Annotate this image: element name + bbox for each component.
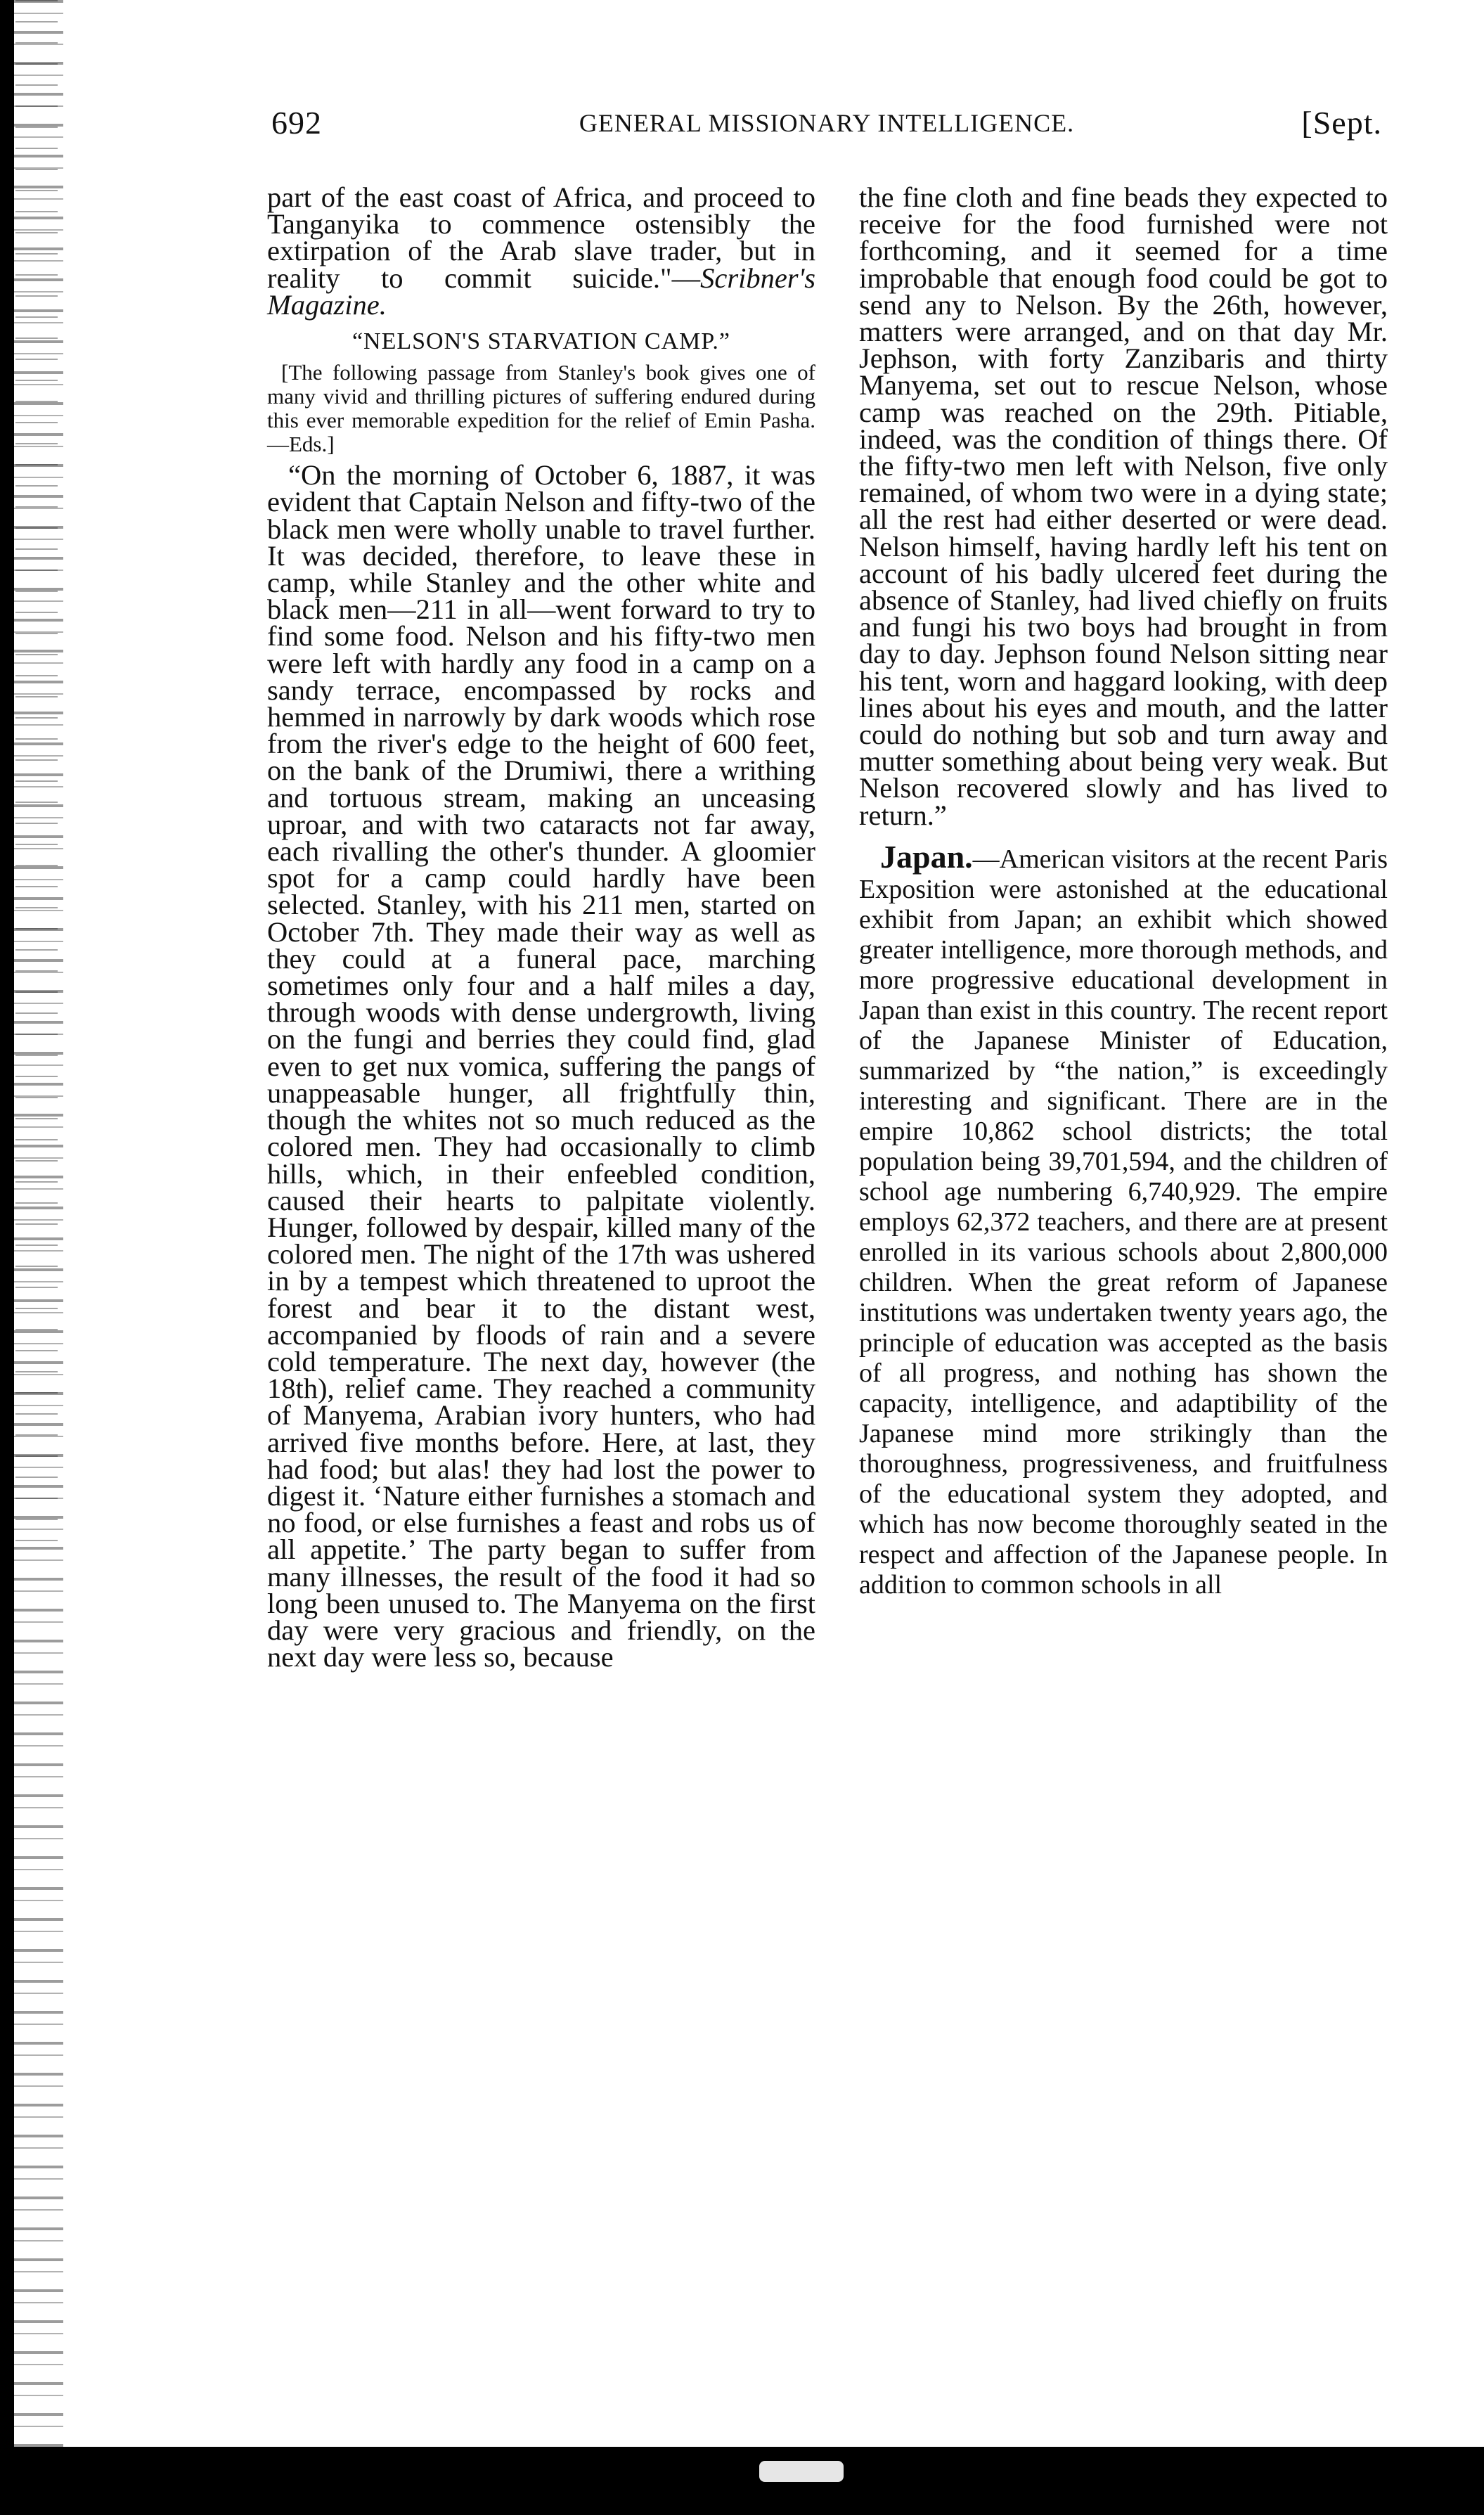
scan-bottom-border [0, 2447, 1484, 2515]
left-column [267, 181, 815, 1673]
running-title: GENERAL MISSIONARY INTELLIGENCE. [579, 109, 1075, 137]
running-date: [Sept. [1301, 105, 1382, 141]
japan-paragraph [859, 838, 1388, 1600]
page-number: 692 [271, 105, 322, 141]
editor-note: [The following passage from Stanley's book gives one of many vivid and thrilling pictures of suffering endured during this ever memorable expedition for the relief of Emin Pasha.—Eds.] [267, 360, 815, 457]
continued-paragraph: the fine cloth and fine beads they expected to receive for the food furnished were not forthcoming, and it seemed for a time improbable that enough food could be got to send any to Nelson. By the 26th, however, matters were arranged, and on that day Mr. Jephson, with forty Zanzibaris and thirty Manyema, set out to rescue Nelson, whose camp was reached on the 29th. Pitiable, indeed, was the condition of things there. Of the fifty-two men left with Nelson, five only remained, of whom two were in a dying state; all the rest had either deserted or were dead. Nelson himself, having hardly left his tent on account of his badly ulcered feet during the absence of Stanley, had lived chiefly on fruits and fungi his two boys had brought in from day to day. Jephson found Nelson sitting near his tent, worn and haggard looking, with deep lines about his eyes and mouth, and the latter could do nothing but sob and turn away and mutter something about being very weak. But Nelson recovered slowly and has lived to return.” [859, 181, 1388, 831]
intro-text: part of the east coast of Africa, and proceed to Tanganyika to commence ostensibly the extirpation of the Arab slave trader, but in reality to commit suicide."— [267, 181, 815, 294]
article-body: “On the morning of October 6, 1887, it was evident that Captain Nelson and fifty-two of the black men were wholly unable to travel further. It was decided, therefore, to leave these in camp, while Stanley and the other white and black men—211 in all—went forward to try to find some food. Nelson and his fifty-two men were left with hardly any food in a camp on a sandy terrace, encompassed by rocks and hemmed in narrowly by dark woods which rose from the river's edge to the height of 600 feet, on the bank of the Drumiwi, there a writhing and tortuous stream, making an unceasing uproar, and with two cataracts not far away, each rivalling the other's thunder. A gloomier spot for a camp could hardly have been selected. Stanley, with his 211 men, started on October 7th. They made their way as well as they could at a funeral pace, marching sometimes only four and a half miles a day, through woods with dense undergrowth, living on the fungi and berries they could find, glad even to get nux vomica, suffering the pangs of unappeasable hunger, all frightfully thin, though the whites not so much reduced as the colored men. They had occasionally to climb hills, which, in their enfeebled condition, caused their hearts to palpitate violently. Hunger, followed by despair, killed many of the colored men. The night of the 17th was ushered in by a tempest which threatened to uproot the forest and bear it to the distant west, accompanied by floods of rain and a severe cold temperature. The next day, however (the 18th), relief came. They reached a community of Manyema, Arabian ivory hunters, who had arrived five months before. Here, at last, they had food; but alas! they had lost the power to digest it. ‘Nature either furnishes a stomach and no food, or else furnishes a feast and robs us of all appetite.’ The party began to suffer from many illnesses, the result of the food it had so long been unused to. The Manyema on the first day were very gracious and friendly, on the next day were less so, because [267, 459, 815, 1673]
japan-body: —American visitors at the recent Paris Exposition were astonished at the educational exhibit from Japan; an exhibit which showed greater intelligence, more thorough methods, and more progressive educational development in Japan than exist in this country. The recent report of the Japanese Minister of Education, summarized by “the nation,” is exceedingly interesting and significant. There are in the empire 10,862 school districts; the total population being 39,701,594, and the children of school age numbering 6,740,929. The empire employs 62,372 teachers, and there are at present enrolled in its various schools about 2,800,000 children. When the great reform of Japanese institutions was undertaken twenty years ago, the principle of education was accepted as the basis of all progress, and nothing has shown the capacity, intelligence, and adaptibility of the Japanese mind more strikingly than the thoroughness, progressiveness, and fruitfulness of the educational system they adopted, and which has now become thoroughly seated in the respect and affection of the Japanese people. In addition to common schools in all [859, 844, 1388, 1600]
scan-artifact [759, 2461, 844, 2482]
section-title: “NELSON'S STARVATION CAMP.” [351, 328, 731, 355]
japan-heading: Japan. [880, 838, 973, 875]
binding-edge-shadow [0, 0, 14, 2515]
right-column [859, 181, 1388, 1600]
running-header [271, 104, 1382, 160]
binding-ticks [15, 0, 58, 1547]
intro-source: Scribner's Magazine. [267, 262, 815, 321]
intro-paragraph [267, 181, 815, 321]
